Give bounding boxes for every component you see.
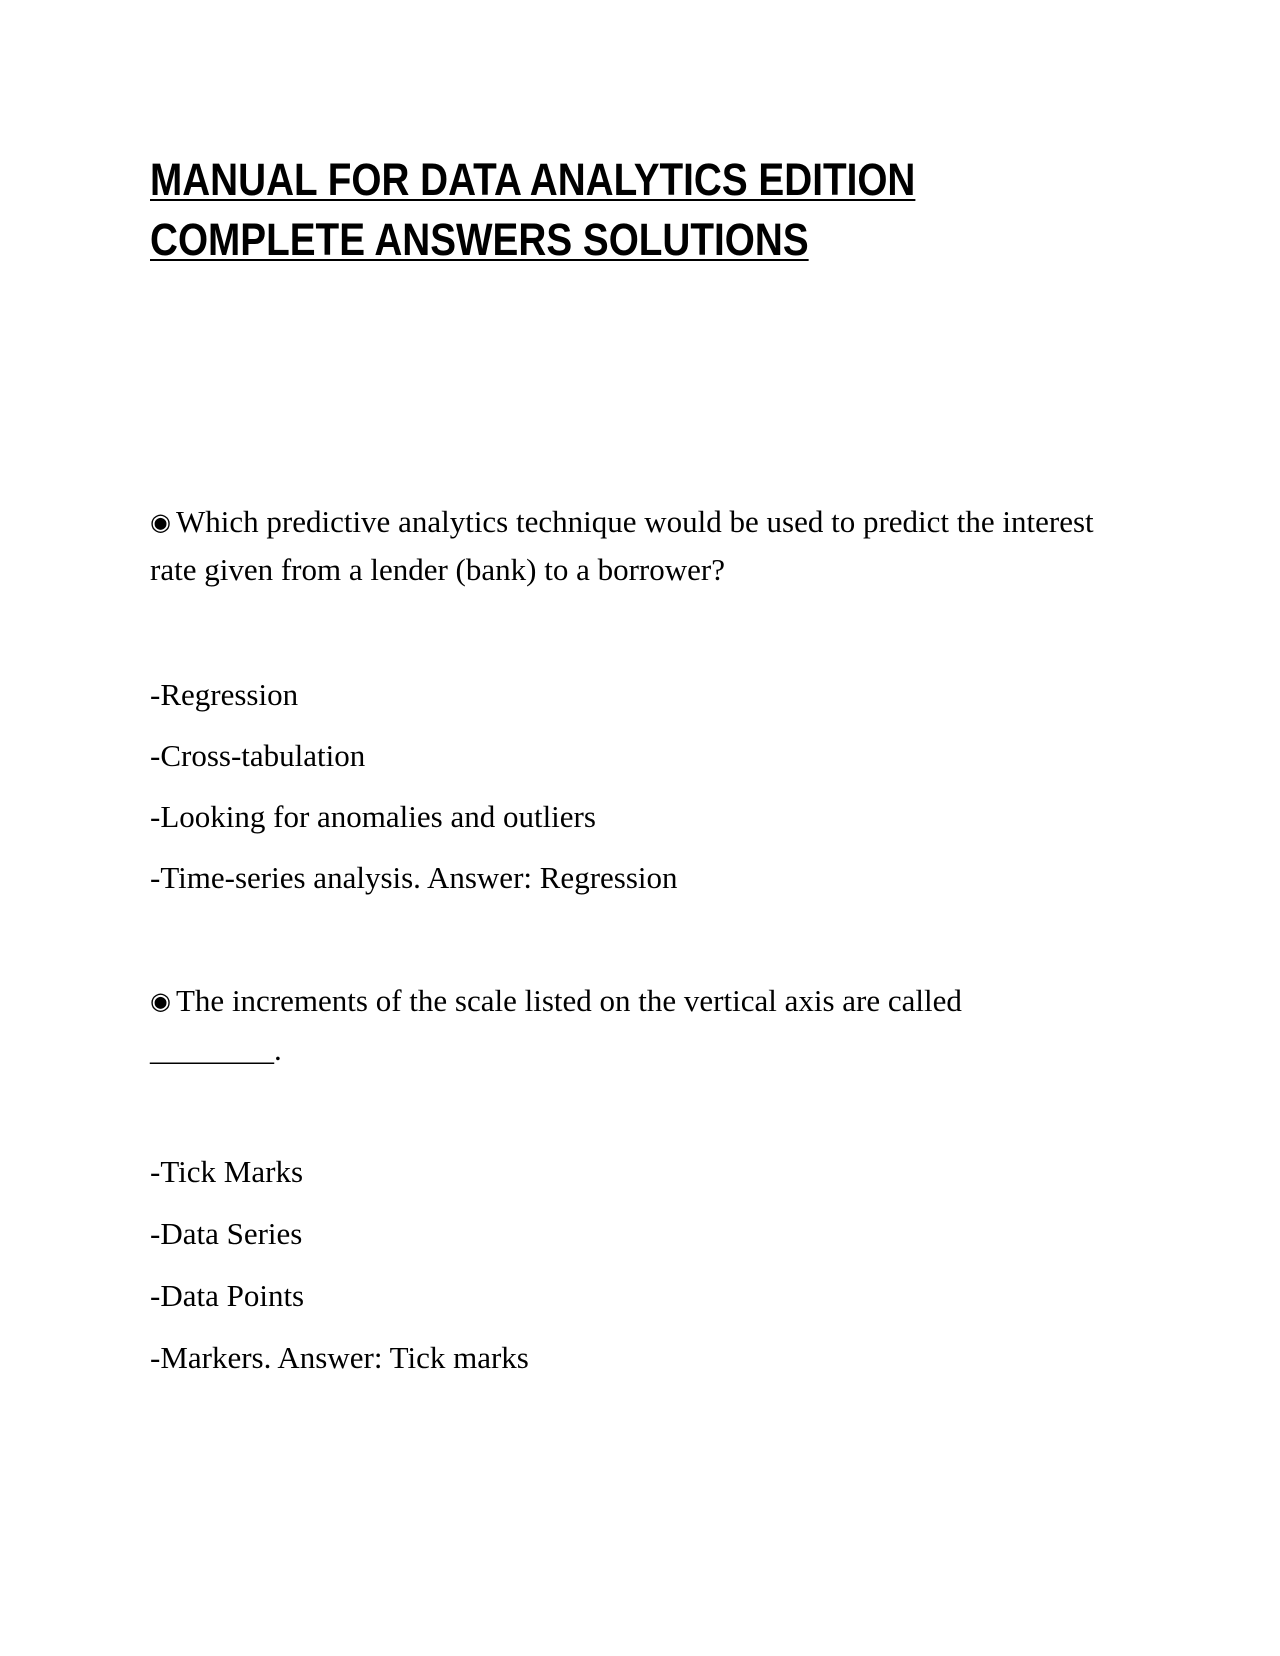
document-title <box>150 150 1010 270</box>
bullet-icon: ◉ <box>150 508 171 536</box>
question-1-option-2: -Cross-tabulation <box>150 738 366 773</box>
question-1 <box>150 498 1130 594</box>
bullet-icon: ◉ <box>150 987 171 1015</box>
question-1-option-4: -Time-series analysis. Answer: Regression <box>150 860 678 895</box>
question-1-option-1: -Regression <box>150 677 299 712</box>
question-2-option-3: -Data Points <box>150 1278 305 1313</box>
title-line-2: COMPLETE ANSWERS SOLUTIONS <box>150 214 809 265</box>
question-2-option-1: -Tick Marks <box>150 1154 304 1189</box>
question-2-text: The increments of the scale listed on the vertical axis are called <box>176 983 962 1018</box>
question-2-option-4: -Markers. Answer: Tick marks <box>150 1340 529 1375</box>
question-2-option-2: -Data Series <box>150 1216 303 1251</box>
title-line-1: MANUAL FOR DATA ANALYTICS EDITION <box>150 154 916 205</box>
question-2 <box>150 977 1130 1025</box>
question-1-text: Which predictive analytics technique would be used to predict the interest rate given from a lender (bank) to a borrower? <box>150 504 1094 587</box>
question-1-option-3: -Looking for anomalies and outliers <box>150 799 596 834</box>
question-2-blank: ________. <box>150 1032 282 1067</box>
